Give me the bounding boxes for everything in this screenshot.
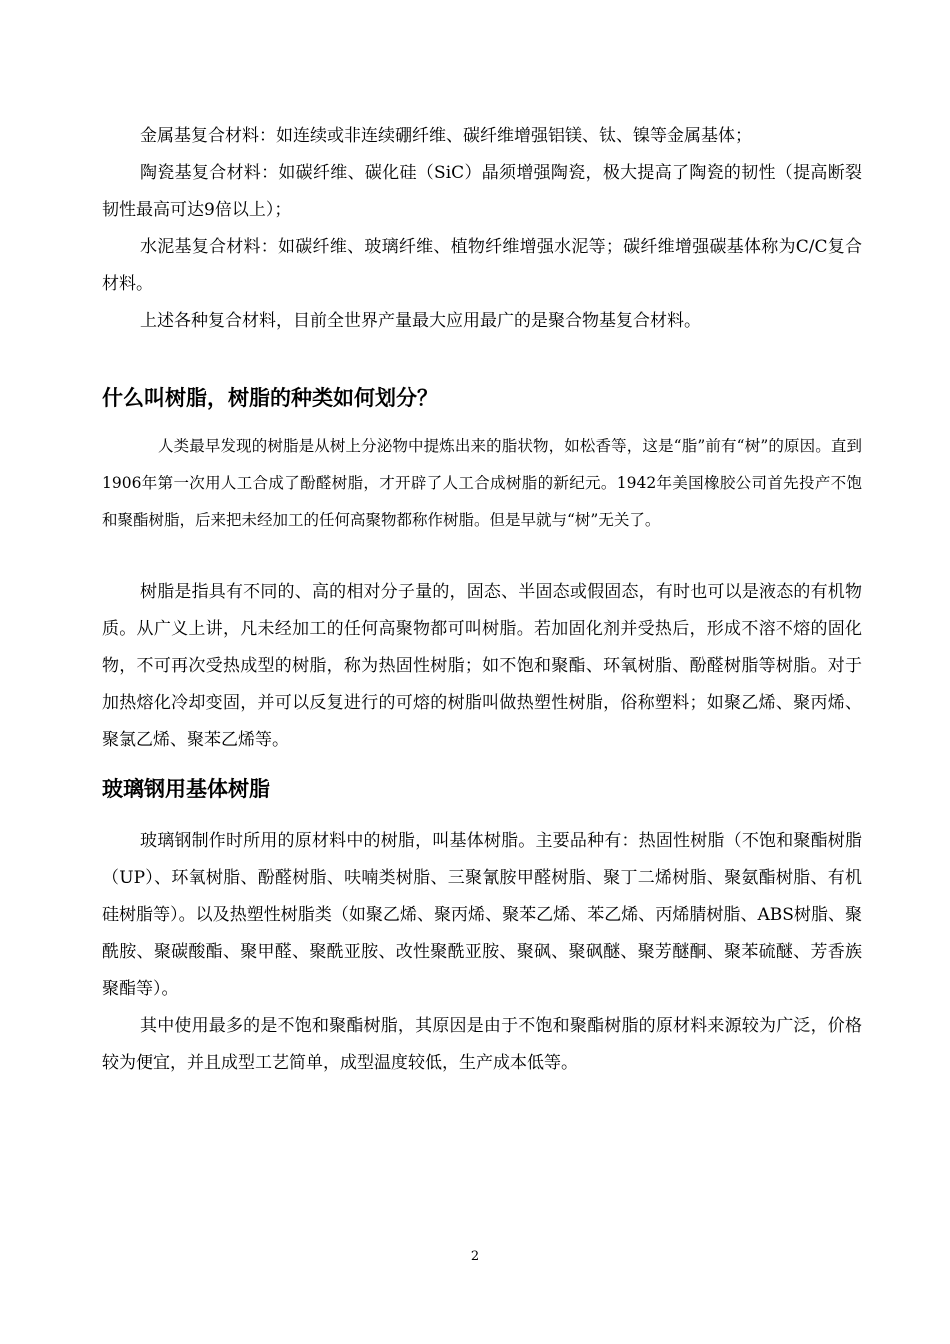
paragraph-unsaturated-polyester: 其中使用最多的是不饱和聚酯树脂，其原因是由于不饱和聚酯树脂的原材料来源较为广泛，价格较为便宜，并且成型工艺简单，成型温度较低，生产成本低等。	[102, 1016, 862, 1073]
paragraph-polymer-summary: 上述各种复合材料，目前全世界产量最大应用最广的是聚合物基复合材料。	[140, 311, 701, 331]
paragraph-matrix-resin-types: 玻璃钢制作时所用的原材料中的树脂，叫基体树脂。主要品种有：热固性树脂（不饱和聚酯树脂（UP）、环氧树脂、酚醛树脂、呋喃类树脂、三聚氰胺甲醛树脂、聚丁二烯树脂、聚氨酯树脂、有机硅树脂等）。以及热塑性树脂类（如聚乙烯、聚丙烯、聚苯乙烯、苯乙烯、丙烯腈树脂、ABS树脂、聚酰胺、聚碳酸酯、聚甲醛、聚酰亚胺、改性聚酰亚胺、聚砜、聚砜醚、聚芳醚酮、聚苯硫醚、芳香族聚酯等）。	[102, 831, 862, 999]
paragraph-resin-history: 人类最早发现的树脂是从树上分泌物中提炼出来的脂状物，如松香等，这是“脂”前有“树”的原因。直到1906年第一次用人工合成了酚醛树脂，才开辟了人工合成树脂的新纪元。1942年美国橡胶公司首先投产不饱和聚酯树脂，后来把未经加工的任何高聚物都称作树脂。但是早就与“树”无关了。	[102, 437, 862, 529]
section-heading-matrix-resin: 玻璃钢用基体树脂	[102, 777, 270, 801]
section-heading-resin-definition: 什么叫树脂，树脂的种类如何划分？	[102, 386, 438, 410]
page-number: 2	[470, 1249, 480, 1264]
paragraph-cement-matrix: 水泥基复合材料：如碳纤维、玻璃纤维、植物纤维增强水泥等；碳纤维增强碳基体称为C/C复合材料。	[102, 237, 862, 294]
paragraph-resin-classification: 树脂是指具有不同的、高的相对分子量的，固态、半固态或假固态，有时也可以是液态的有机物质。从广义上讲，凡未经加工的任何高聚物都可叫树脂。若加固化剂并受热后，形成不溶不熔的固化物，不可再次受热成型的树脂，称为热固性树脂；如不饱和聚酯、环氧树脂、酚醛树脂等树脂。对于加热熔化冷却变固，并可以反复进行的可熔的树脂叫做热塑性树脂，俗称塑料；如聚乙烯、聚丙烯、聚氯乙烯、聚苯乙烯等。	[102, 582, 862, 750]
paragraph-ceramic-matrix: 陶瓷基复合材料：如碳纤维、碳化硅（SiC）晶须增强陶瓷，极大提高了陶瓷的韧性（提高断裂韧性最高可达9倍以上）；	[102, 163, 862, 220]
paragraph-metal-matrix: 金属基复合材料：如连续或非连续硼纤维、碳纤维增强铝镁、钛、镍等金属基体；	[140, 126, 752, 146]
